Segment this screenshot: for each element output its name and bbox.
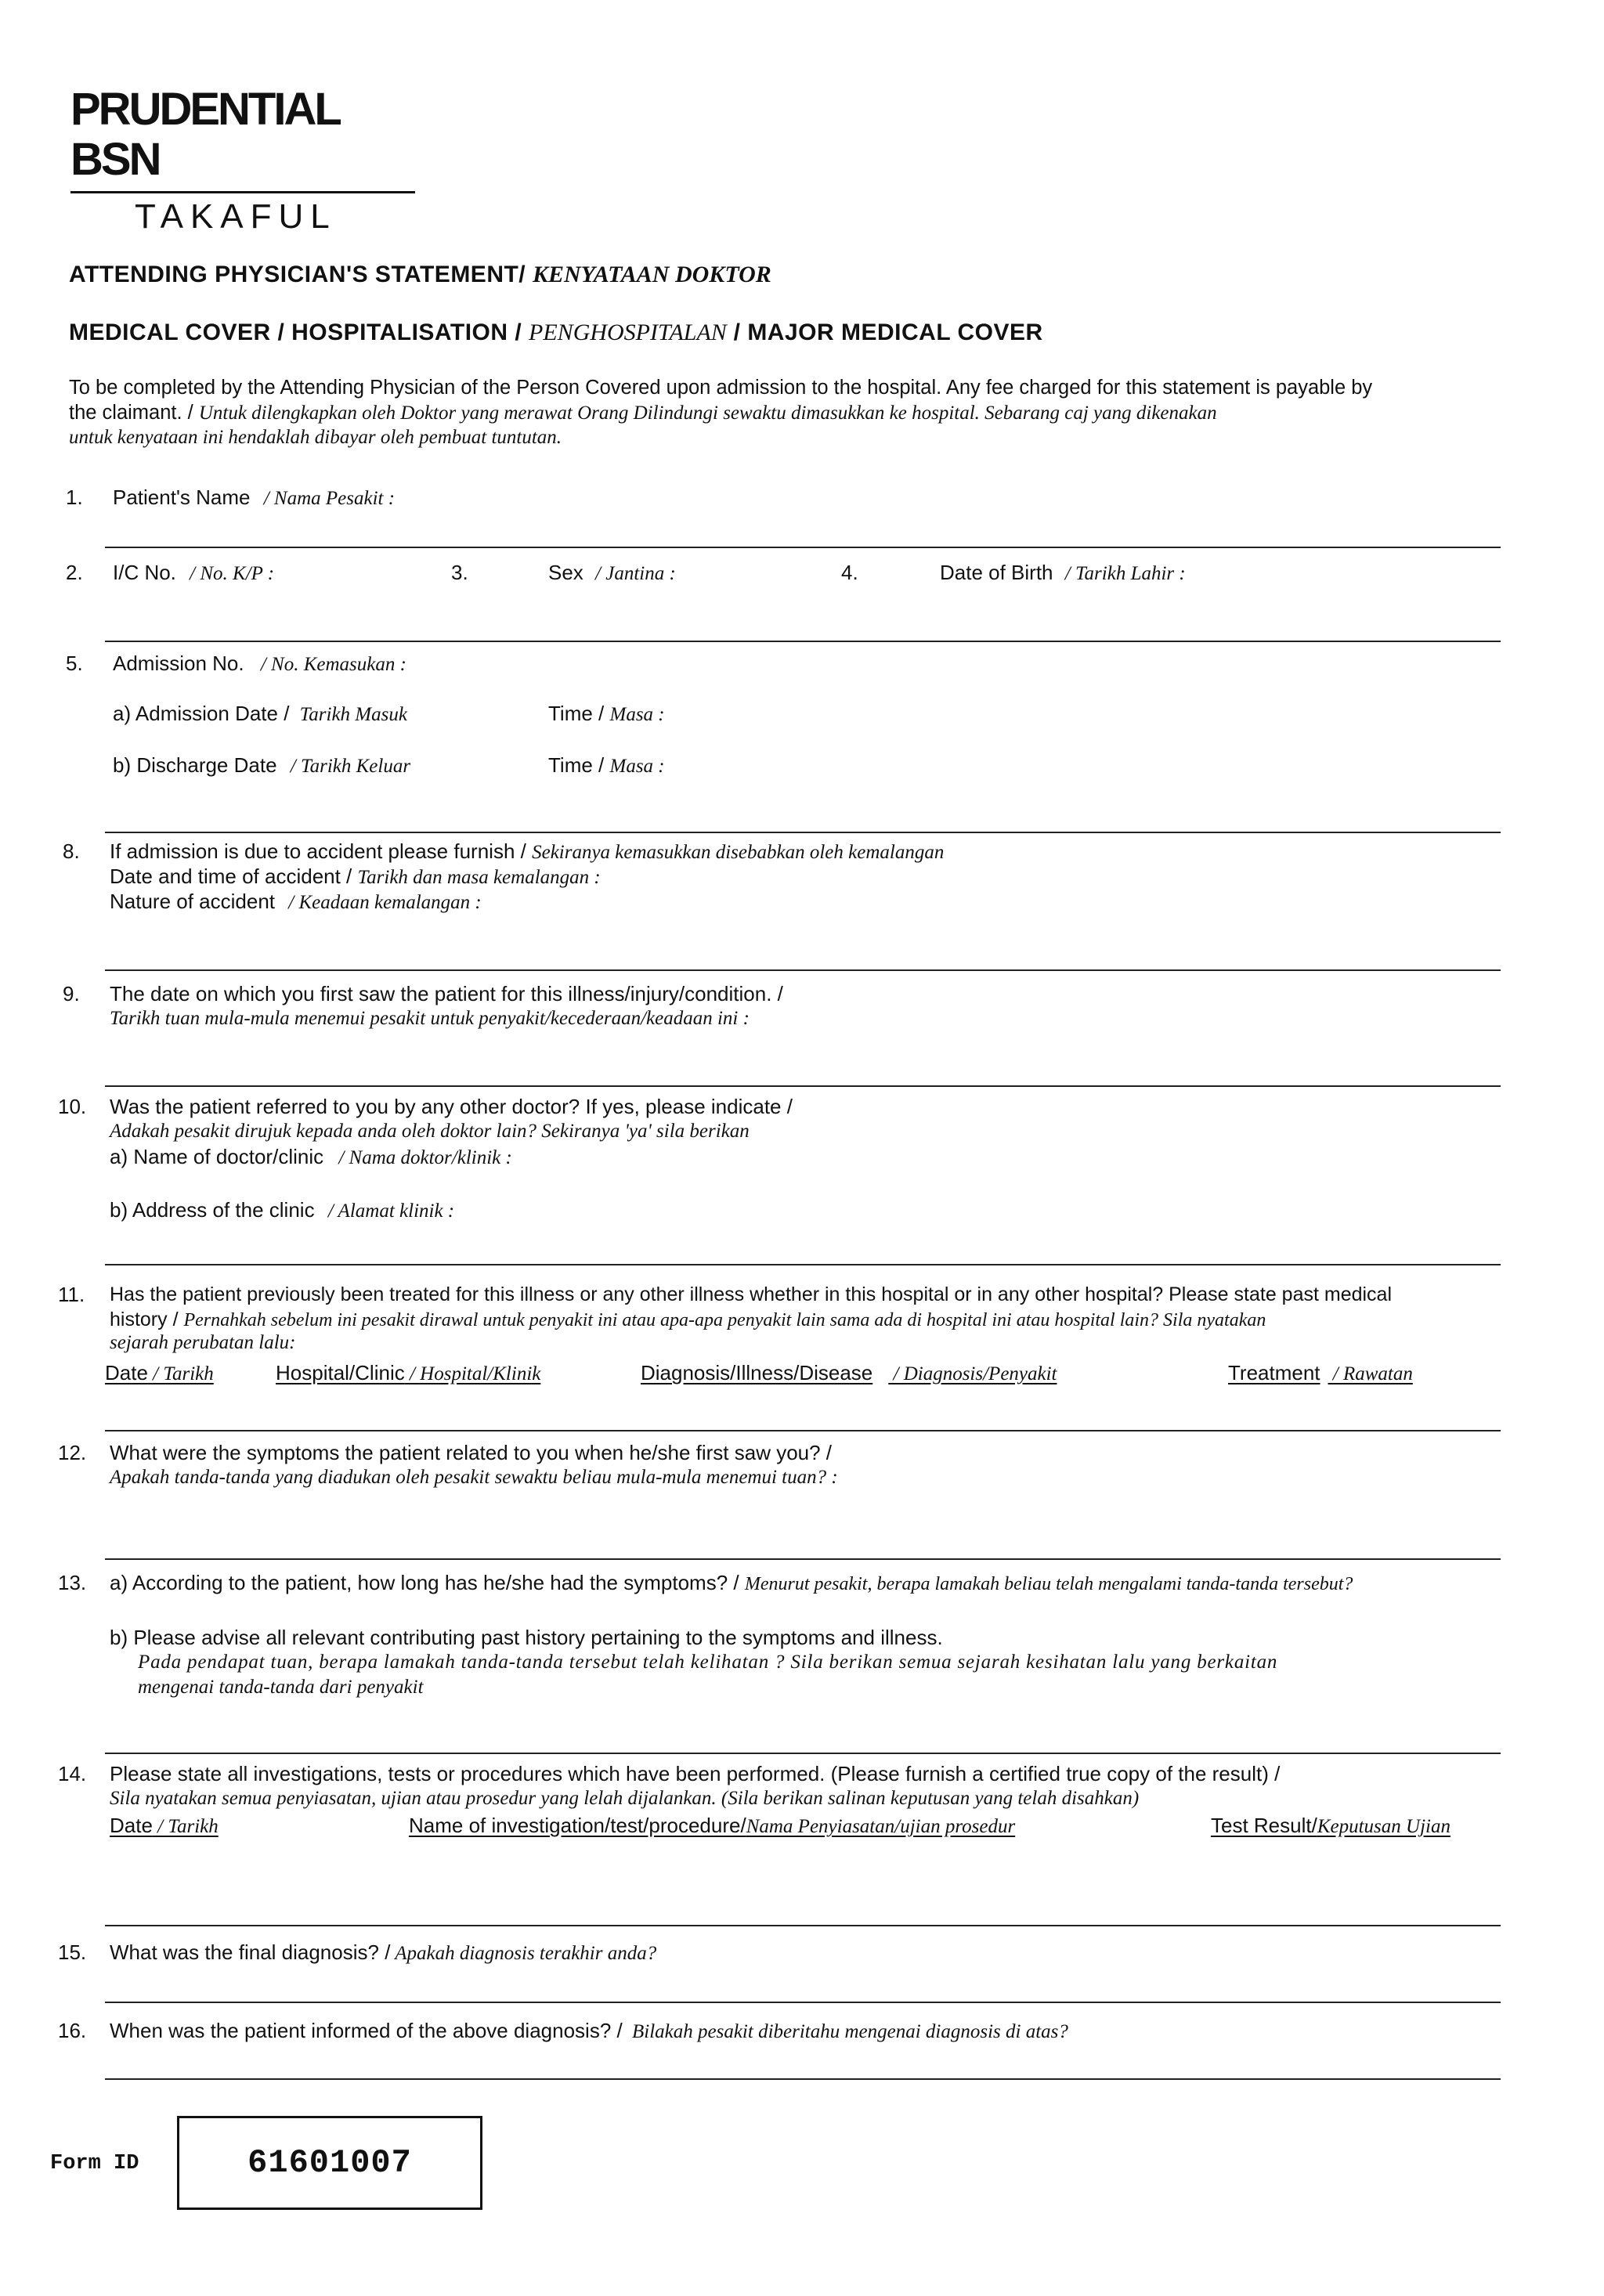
q5b-label: b) Discharge Date / Tarikh Keluar bbox=[113, 753, 411, 777]
q12-line-1: What were the symptoms the patient related to you when he/she first saw you? / bbox=[110, 1441, 833, 1464]
q11-col-hospital: Hospital/Clinic / Hospital/Klinik bbox=[276, 1361, 541, 1384]
q15-label: What was the final diagnosis? / Apakah diagnosis terakhir anda? bbox=[110, 1940, 657, 1964]
q10-number: 10. bbox=[58, 1095, 87, 1118]
q5-label: Admission No. / No. Kemasukan : bbox=[113, 652, 406, 675]
company-logo bbox=[70, 85, 415, 237]
q16-label: When was the patient informed of the above diagnosis? / Bilakah pesakit diberitahu mengenai diagnosis di atas? bbox=[110, 2019, 1068, 2042]
q8-line-2: Date and time of accident / Tarikh dan masa kemalangan : bbox=[110, 865, 601, 888]
q2-4-answer-line[interactable] bbox=[105, 641, 1501, 642]
q8-number: 8. bbox=[63, 839, 80, 863]
q8-line-1: If admission is due to accident please furnish / Sekiranya kemasukkan disebabkan oleh kemalangan bbox=[110, 839, 945, 863]
q11-col-treatment: Treatment / Rawatan bbox=[1228, 1361, 1413, 1384]
q11-line-3: sejarah perubatan lalu: bbox=[110, 1332, 296, 1353]
q9-number: 9. bbox=[63, 982, 80, 1005]
q15-answer-line[interactable] bbox=[105, 2002, 1501, 2003]
q3-label: Sex / Jantina : bbox=[548, 561, 676, 584]
q5a-time: Time / Masa : bbox=[548, 702, 665, 725]
q11-col-diagnosis: Diagnosis/Illness/Disease / Diagnosis/Penyakit bbox=[641, 1361, 1057, 1384]
q11-answer-line[interactable] bbox=[105, 1430, 1501, 1431]
q2-number: 2. bbox=[66, 561, 83, 584]
q5a-label: a) Admission Date / Tarikh Masuk bbox=[113, 702, 407, 725]
q13b-line-3: mengenai tanda-tanda dari penyakit bbox=[138, 1677, 424, 1698]
q13b-line-2: Pada pendapat tuan, berapa lamakah tanda-tanda tersebut telah kelihatan ? Sila berikan semua sejarah kesihatan lalu yang berkaitan bbox=[138, 1652, 1278, 1673]
q9-line-2: Tarikh tuan mula-mula menemui pesakit untuk penyakit/kecederaan/keadaan ini : bbox=[110, 1008, 750, 1029]
q1-answer-line[interactable] bbox=[105, 547, 1501, 548]
q5-number: 5. bbox=[66, 652, 83, 675]
form-id-label: Form ID bbox=[50, 2152, 139, 2175]
q10-line-2: Adakah pesakit dirujuk kepada anda oleh doktor lain? Sekiranya 'ya' sila berikan bbox=[110, 1121, 750, 1142]
q13-number: 13. bbox=[58, 1571, 87, 1594]
q12-number: 12. bbox=[58, 1441, 87, 1464]
intro-line-2: the claimant. / Untuk dilengkapkan oleh Doktor yang merawat Orang Dilindungi sewaktu dimasukkan ke hospital. Sebarang caj yang dikenakan bbox=[69, 402, 1217, 424]
q5-answer-line[interactable] bbox=[105, 832, 1501, 833]
q5b-time: Time / Masa : bbox=[548, 753, 665, 777]
logo-rule bbox=[70, 191, 415, 193]
q11-col-date: Date / Tarikh bbox=[105, 1361, 214, 1384]
q2-label: I/C No. / No. K/P : bbox=[113, 561, 275, 584]
q8-line-3: Nature of accident / Keadaan kemalangan : bbox=[110, 890, 482, 913]
q13a-label: a) According to the patient, how long has he/she had the symptoms? / Menurut pesakit, berapa lamakah beliau telah mengalami tanda-tanda tersebut? bbox=[110, 1571, 1353, 1594]
q14-line-2: Sila nyatakan semua penyiasatan, ujian atau prosedur yang lelah dijalankan. (Sila berikan salinan keputusan yang telah disahkan) bbox=[110, 1788, 1140, 1809]
heading-medical-cover: MEDICAL COVER / HOSPITALISATION / PENGHOSPITALAN / MAJOR MEDICAL COVER bbox=[69, 319, 1043, 345]
q9-line-1: The date on which you first saw the patient for this illness/injury/condition. / bbox=[110, 982, 783, 1005]
logo-sub: TAKAFUL bbox=[135, 197, 337, 236]
q16-answer-line[interactable] bbox=[105, 2078, 1501, 2080]
q16-number: 16. bbox=[58, 2019, 87, 2042]
q14-answer-line[interactable] bbox=[105, 1925, 1501, 1926]
q8-answer-line[interactable] bbox=[105, 969, 1501, 971]
q12-line-2: Apakah tanda-tanda yang diadukan oleh pesakit sewaktu beliau mula-mula menemui tuan? : bbox=[110, 1467, 838, 1488]
q10b-label: b) Address of the clinic / Alamat klinik : bbox=[110, 1198, 455, 1222]
q10a-label: a) Name of doctor/clinic / Nama doktor/klinik : bbox=[110, 1145, 512, 1168]
heading-physician-statement: ATTENDING PHYSICIAN'S STATEMENT/ KENYATAAN DOKTOR bbox=[69, 262, 771, 287]
q3-number: 3. bbox=[451, 561, 468, 584]
q1-label: Patient's Name / Nama Pesakit : bbox=[113, 486, 396, 509]
form-id-box bbox=[177, 2116, 482, 2210]
q14-line-1: Please state all investigations, tests or procedures which have been performed. (Please furnish a certified true copy of the result) / bbox=[110, 1762, 1281, 1785]
q9-answer-line[interactable] bbox=[105, 1085, 1501, 1087]
q4-label: Date of Birth / Tarikh Lahir : bbox=[940, 561, 1186, 584]
q13b-line-1: b) Please advise all relevant contributing past history pertaining to the symptoms and illness. bbox=[110, 1626, 943, 1649]
q14-number: 14. bbox=[58, 1762, 87, 1785]
logo-brand: PRUDENTIAL BSN bbox=[70, 84, 339, 185]
q13-answer-line[interactable] bbox=[105, 1753, 1501, 1754]
q4-number: 4. bbox=[841, 561, 858, 584]
q14-col-result: Test Result/Keputusan Ujian bbox=[1211, 1814, 1450, 1837]
q11-number: 11. bbox=[58, 1283, 85, 1306]
q14-col-investigation: Name of investigation/test/procedure/Nama Penyiasatan/ujian prosedur bbox=[409, 1814, 1016, 1837]
q11-line-1: Has the patient previously been treated for this illness or any other illness whether in this hospital or in any other hospital? Please state past medical bbox=[110, 1283, 1393, 1305]
intro-line-1: To be completed by the Attending Physician of the Person Covered upon admission to the hospital. Any fee charged for this statement is payable by bbox=[69, 377, 1373, 399]
q12-answer-line[interactable] bbox=[105, 1558, 1501, 1560]
intro-line-3: untuk kenyataan ini hendaklah dibayar oleh pembuat tuntutan. bbox=[69, 427, 562, 448]
q11-line-2: history / Pernahkah sebelum ini pesakit dirawal untuk penyakit ini atau apa-apa penyakit lain sama ada di hospital ini atau hospital lain? Sila nyatakan bbox=[110, 1309, 1266, 1330]
q10-line-1: Was the patient referred to you by any other doctor? If yes, please indicate / bbox=[110, 1095, 793, 1118]
q14-col-date: Date / Tarikh bbox=[110, 1814, 219, 1837]
q1-number: 1. bbox=[66, 486, 83, 509]
q15-number: 15. bbox=[58, 1940, 87, 1964]
form-id-value: 61601007 bbox=[247, 2144, 412, 2182]
q10-answer-line[interactable] bbox=[105, 1264, 1501, 1265]
